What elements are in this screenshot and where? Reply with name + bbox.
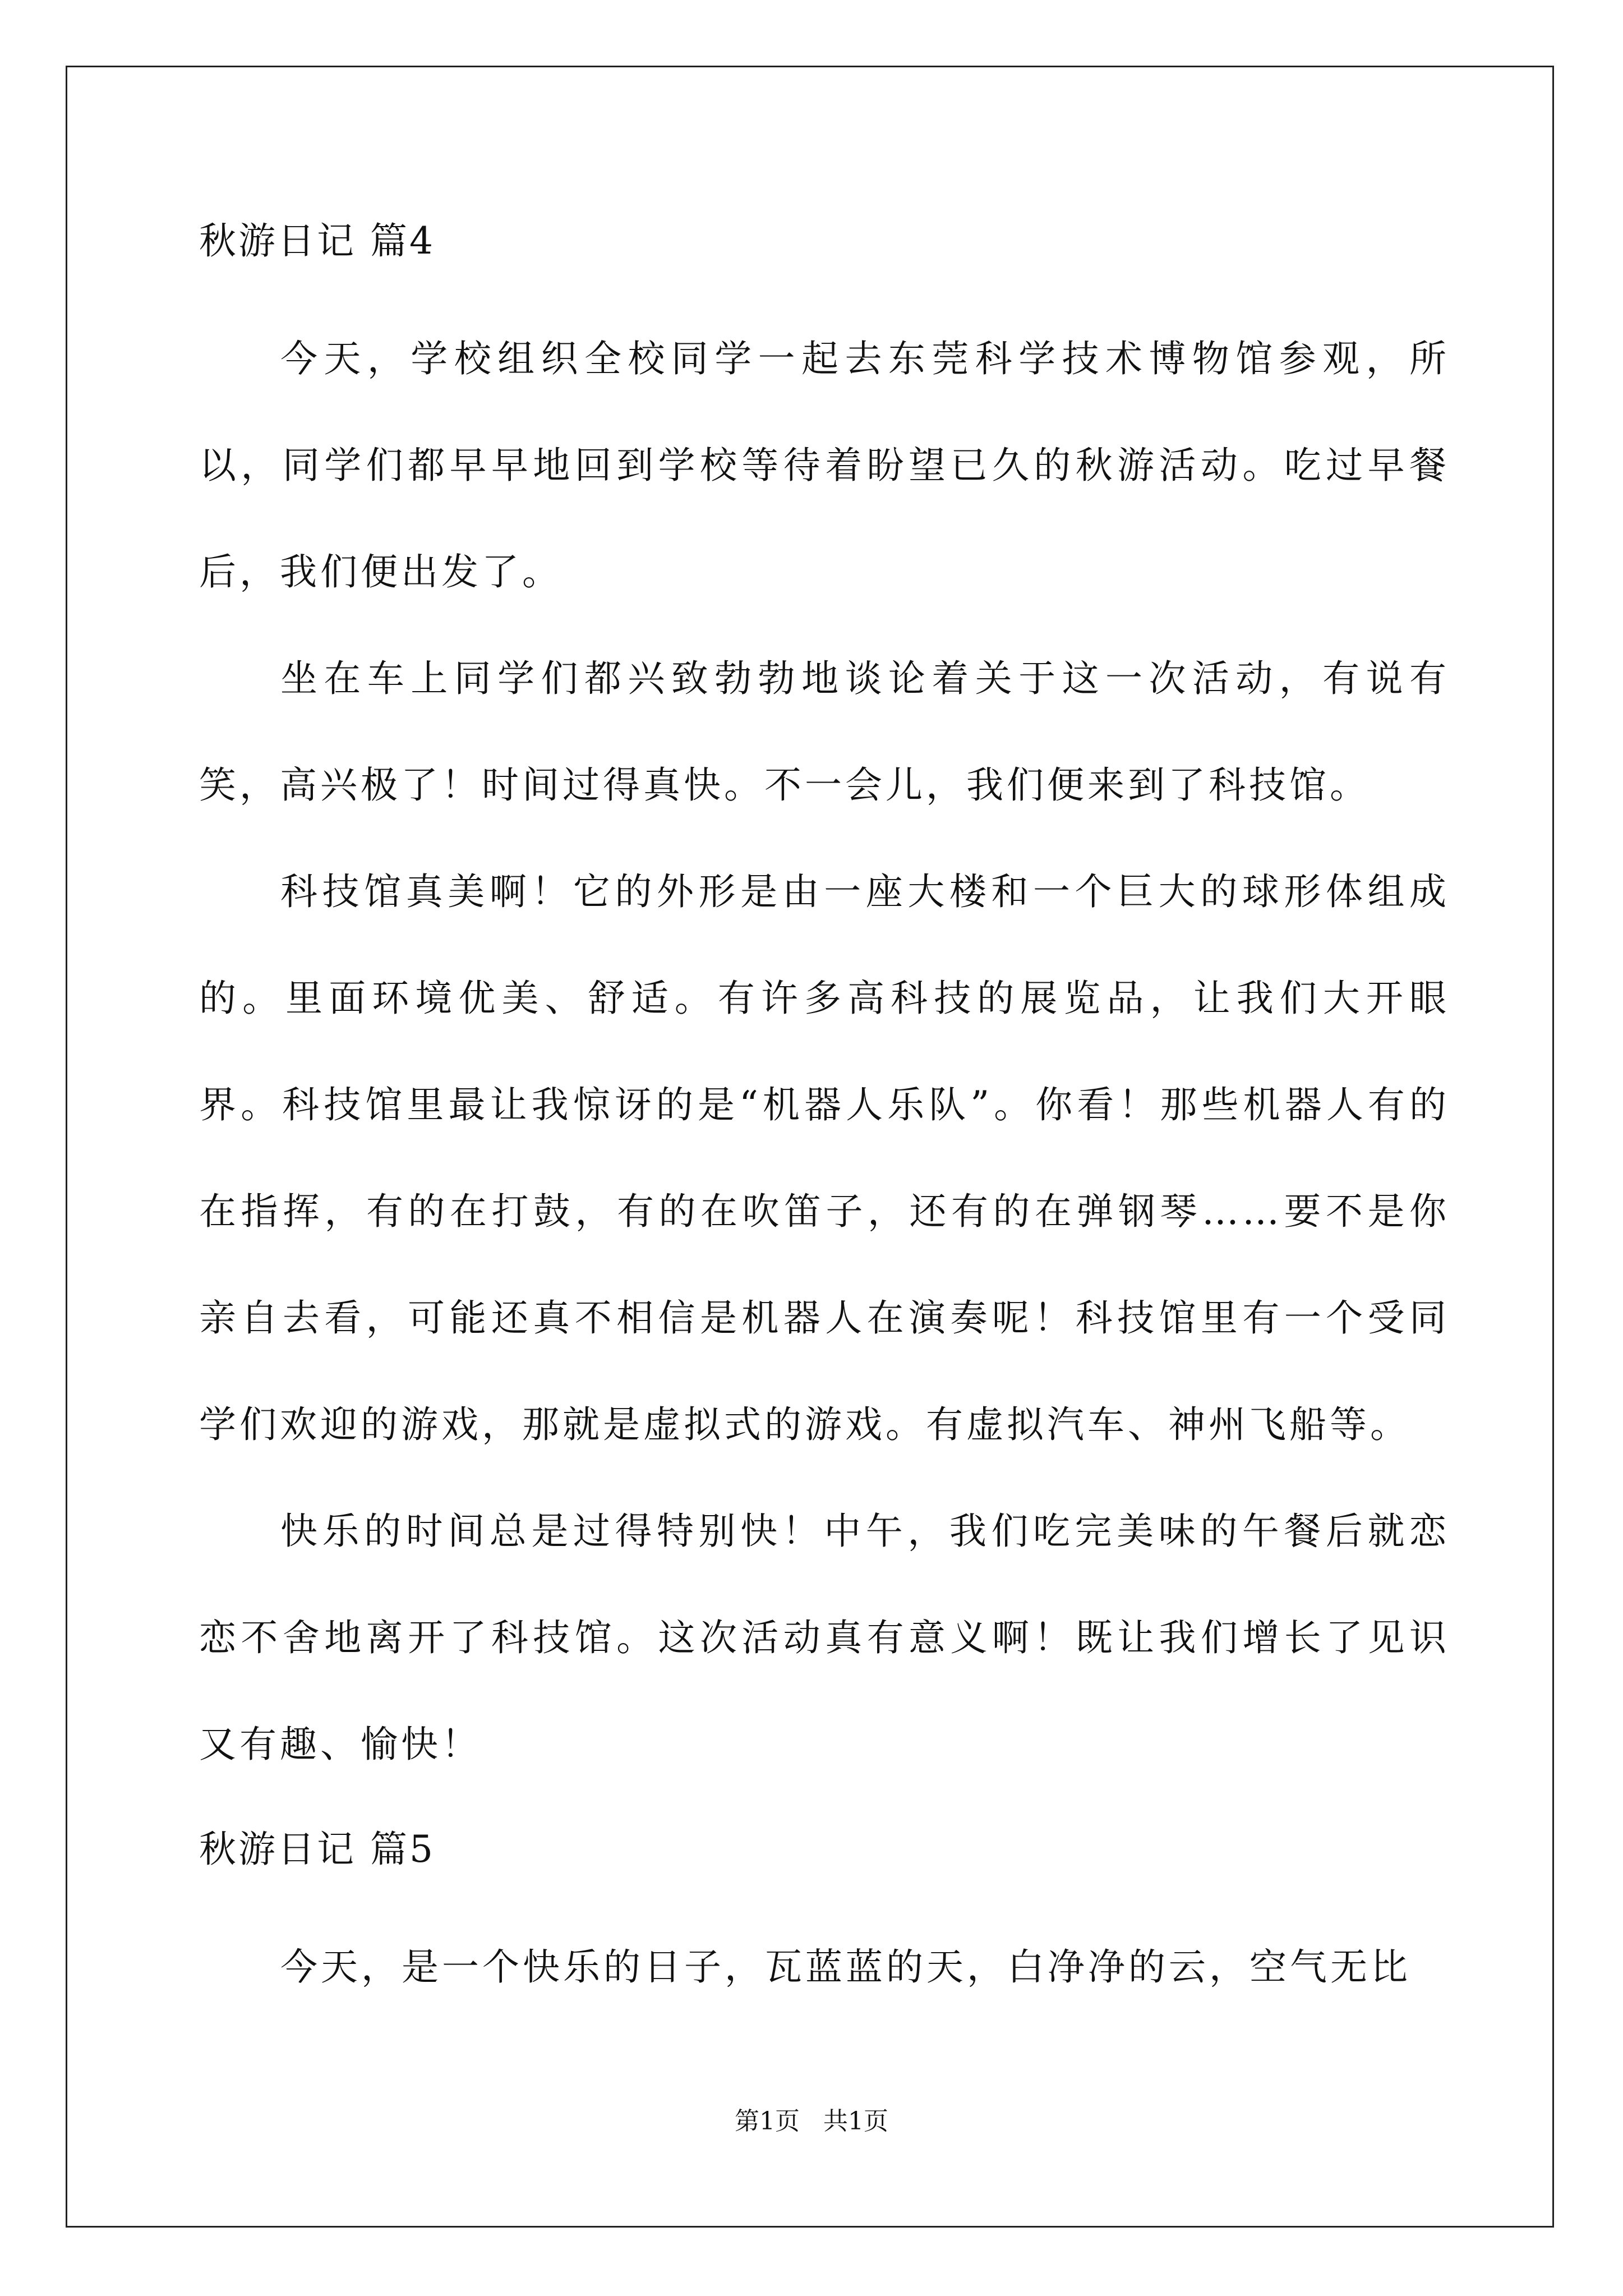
paragraph: 科技馆真美啊！它的外形是由一座大楼和一个巨大的球形体组成的。里面环境优美、舒适。有许多高科技的展览品，让我们大开眼界。科技馆里最让我惊讶的是“机器人乐队”。你看！那些机器人有的在指挥，有的在打鼓，有的在吹笛子，还有的在弹钢琴……要不是你亲自去看，可能还真不相信是机器人在演奏呢！科技馆里有一个受同学们欢迎的游戏，那就是虚拟式的游戏。有虚拟汽车、神州飞船等。 [199, 870, 1450, 1446]
page-footer: 第1页 共1页 [735, 2107, 888, 2136]
section-heading: 秋游日记 篇5 [199, 1828, 435, 1871]
paragraph: 快乐的时间总是过得特别快！中午，我们吃完美味的午餐后就恋恋不舍地离开了科技馆。这次活动真有意义啊！既让我们增长了见识又有趣、愉快！ [199, 1510, 1450, 1766]
section-heading: 秋游日记 篇4 [199, 219, 435, 263]
paragraph: 今天，是一个快乐的日子，瓦蓝蓝的天，白净净的云，空气无比 [280, 1945, 1411, 1989]
document-body [199, 213, 1450, 2021]
paragraph: 坐在车上同学们都兴致勃勃地谈论着关于这一次活动，有说有笑，高兴极了！时间过得真快。不一会儿，我们便来到了科技馆。 [199, 657, 1450, 807]
paragraph: 今天，学校组织全校同学一起去东莞科学技术博物馆参观，所以，同学们都早早地回到学校等待着盼望已久的秋游活动。吃过早餐后，我们便出发了。 [199, 337, 1450, 593]
